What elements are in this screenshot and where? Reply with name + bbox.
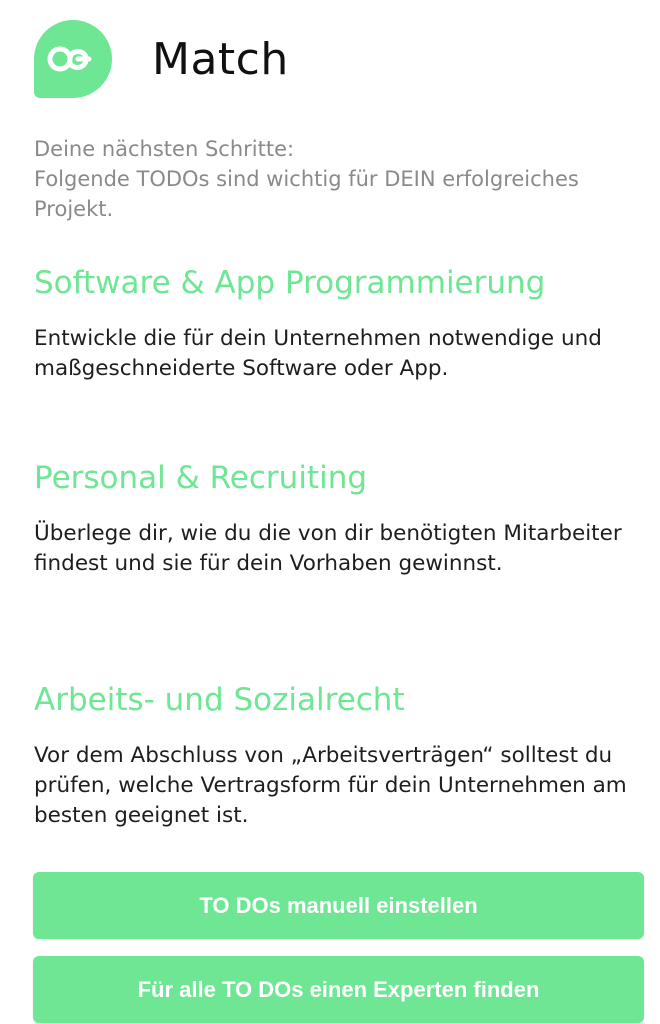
todo-section-software bbox=[34, 264, 634, 384]
section-title: Arbeits- und Sozialrecht bbox=[34, 682, 405, 718]
intro-text bbox=[34, 134, 660, 224]
todo-section-recruiting bbox=[34, 459, 634, 579]
section-description: Überlege dir, wie du die von dir benötigten Mitarbeiter findest und sie für dein Vorhaben gewinnst. bbox=[34, 521, 622, 576]
set-todos-manually-button[interactable]: TO DOs manuell einstellen bbox=[33, 872, 644, 939]
logo-glyph bbox=[45, 39, 101, 79]
find-experts-button[interactable]: Für alle TO DOs einen Experten finden bbox=[33, 956, 644, 1023]
section-title: Software & App Programmierung bbox=[34, 265, 546, 301]
intro-line-2: Folgende TODOs sind wichtig für DEIN erfolgreiches bbox=[34, 167, 579, 191]
intro-line-3: Projekt. bbox=[34, 197, 114, 221]
intro-line-1: Deine nächsten Schritte: bbox=[34, 137, 295, 161]
app-title: Match bbox=[152, 33, 289, 85]
app-header bbox=[34, 20, 289, 98]
todo-section-labor-law bbox=[34, 681, 634, 831]
section-description: Entwickle die für dein Unternehmen notwendige und maßgeschneiderte Software oder App. bbox=[34, 326, 602, 381]
section-description: Vor dem Abschluss von „Arbeitsverträgen“ solltest du prüfen, welche Vertragsform für dein Unternehmen am besten geeignet ist. bbox=[34, 743, 627, 828]
section-title: Personal & Recruiting bbox=[34, 460, 368, 496]
match-logo-icon bbox=[34, 20, 112, 98]
